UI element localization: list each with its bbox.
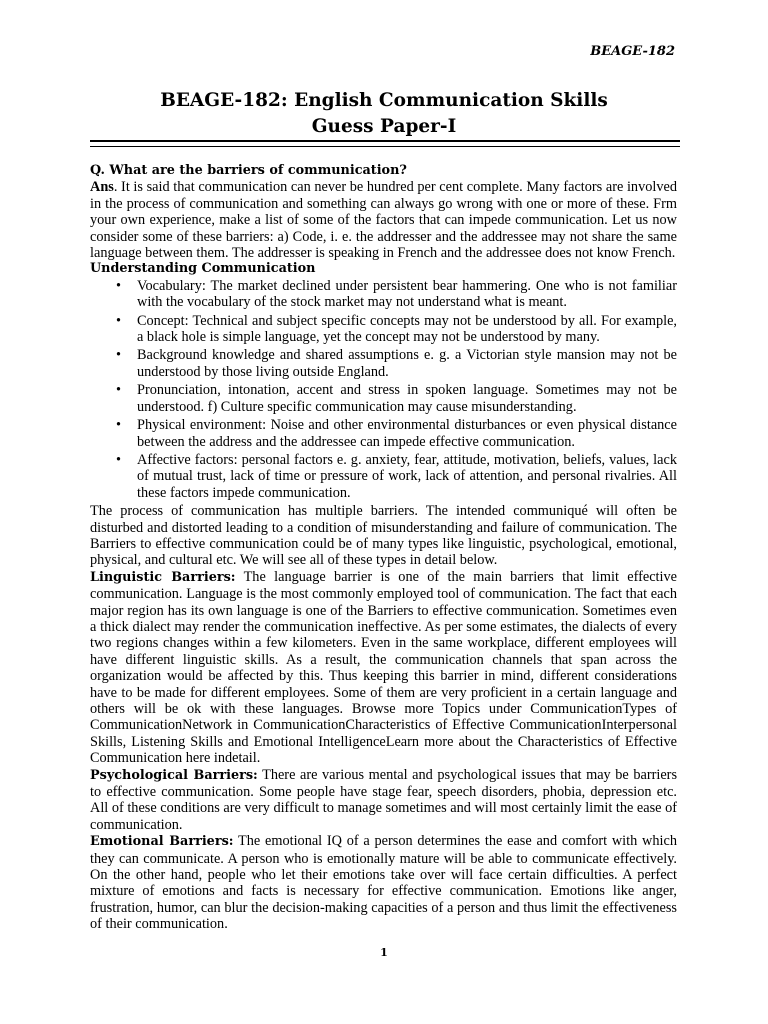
- list-item: • Vocabulary: The market declined under persistent bear hammering. One who is not familiar with the vocabulary of the stock market may not understand what is meant.: [137, 278, 677, 311]
- process-paragraph: The process of communication has multiple barriers. The intended communiqué will often be disturbed and distorted leading to a condition of misunderstanding and failure of communication. The Barriers to effective communication could be of many types like linguistic, psychological, emotional, physical, and cultural etc. We will see all of these types in detail below.: [90, 503, 677, 569]
- list-item: • Affective factors: personal factors e. g. anxiety, fear, attitude, motivation, beliefs, values, lack of mutual trust, lack of time or pressure of work, lack of attention, and personal rivalries. All these factors impede communication.: [137, 452, 677, 501]
- linguistic-paragraph: [90, 569, 677, 767]
- answer-text: . It is said that communication can never be hundred per cent complete. Many factors are involved in the process of communication and something can always go wrong with one or more of these. Frm your own experience, make a list of some of the factors that can impede communication. Let us now consider some of these barriers: a) Code, i. e. the addresser and the addressee may not share the same language between them. The addresser is speaking in French and the addressee does not know French.: [90, 179, 677, 262]
- question-heading: Q. What are the barriers of communication?: [90, 163, 407, 178]
- linguistic-label: Linguistic Barriers:: [90, 569, 236, 585]
- section-heading-understanding: Understanding Communication: [90, 261, 316, 277]
- answer-label: Ans: [90, 179, 114, 196]
- psychological-paragraph: [90, 767, 677, 834]
- list-item: • Background knowledge and shared assumptions e. g. a Victorian style mansion may not be understood by those living outside England.: [137, 347, 677, 380]
- page-number: 1: [380, 946, 388, 959]
- title-rule-thick: [90, 140, 680, 142]
- title-rule-thin: [90, 146, 680, 147]
- emotional-label: Emotional Barriers:: [90, 834, 234, 850]
- list-item: • Pronunciation, intonation, accent and stress in spoken language. Sometimes may not be understood. f) Culture specific communication may cause misunderstanding.: [137, 382, 677, 415]
- document-body: [90, 163, 677, 933]
- running-header: BEAGE-182: [590, 44, 675, 59]
- psychological-text: There are various mental and psychological issues that may be barriers to effective communication. Some people have stage fear, speech disorders, phobia, depression etc. All of these conditions are very difficult to manage sometimes and will most certainly limit the ease of communication.: [90, 766, 678, 833]
- linguistic-text: The language barrier is one of the main barriers that limit effective communication. Language is the most commonly employed tool of communication. The fact that each major region has its own language is one of the Barriers to effective communication. Sometimes even a thick dialect may render the communication ineffective. As per some estimates, the dialects of every two regions changes within a few kilometers. Even in the same workplace, different employees will have different linguistic skills. As a result, the communication channels that span across the organization would be affected by this. Thus keeping this barrier in mind, different considerations have to be made for different employees. Some of them are very proficient in a certain language and others will be ok with these languages. Browse more Topics under CommunicationTypes of CommunicationNetwork in CommunicationCharacteristics of Effective CommunicationInterpersonal Skills, Listening Skills and Emotional IntelligenceLearn more about the Characteristics of Effective Communication here indetail.: [90, 568, 677, 767]
- list-item: • Physical environment: Noise and other environmental disturbances or even physical distance between the address and the addressee can impede effective communication.: [137, 417, 677, 450]
- title-line-2: Guess Paper-I: [311, 116, 457, 137]
- answer-paragraph: [90, 179, 677, 261]
- emotional-text: The emotional IQ of a person determines the ease and comfort with which they can communicate. A person who is emotionally mature will be able to communicate effectively. On the other hand, people who let their emotions take over will face certain difficulties. A perfect mixture of emotions and facts is necessary for effective communication. Emotions like anger, frustration, humor, can blur the decision-making capacities of a person and thus limit the effectiveness of their communication.: [90, 833, 677, 933]
- psychological-label: Psychological Barriers:: [90, 767, 258, 783]
- title-line-1: BEAGE-182: English Communication Skills: [160, 90, 608, 111]
- emotional-paragraph: [90, 833, 677, 932]
- barrier-list: [90, 278, 677, 501]
- document-title: [90, 88, 678, 140]
- list-item: • Concept: Technical and subject specific concepts may not be understood by all. For example, a black hole is simple language, yet the concept may not be understood by many.: [137, 313, 677, 346]
